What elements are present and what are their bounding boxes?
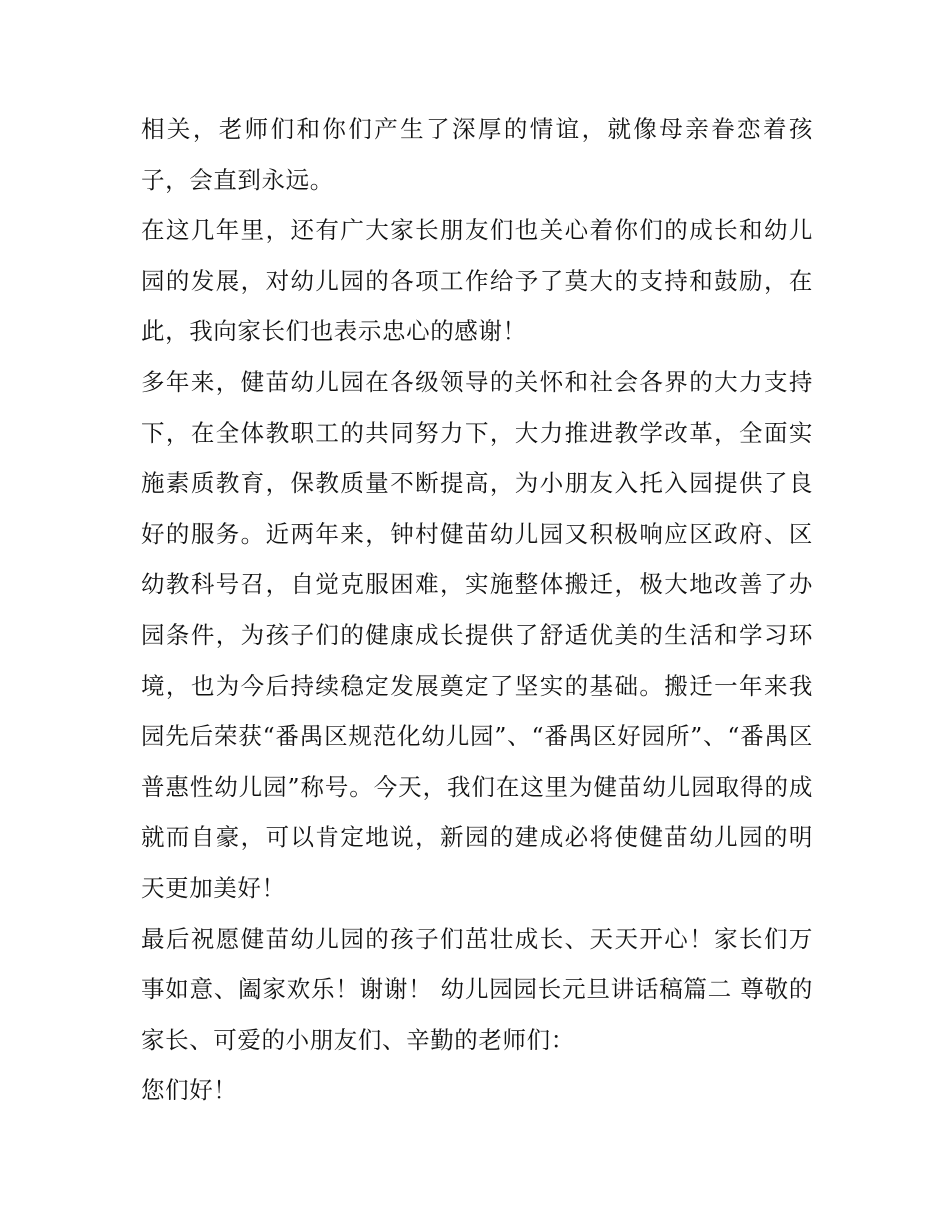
document-body xyxy=(141,104,813,1116)
paragraph-final-wishes: 最后祝愿健苗幼儿园的孩子们茁壮成长、天天开心！家长们万事如意、阖家欢乐！谢谢！ 幼儿园园长元旦讲话稿篇二 尊敬的家长、可爱的小朋友们、辛勤的老师们： xyxy=(141,924,813,1054)
paragraph-kindergarten-history: 多年来，健苗幼儿园在各级领导的关怀和社会各界的大力支持下，在全体教职工的共同努力下，大力推进教学改革，全面实施素质教育，保教质量不断提高，为小朋友入托入园提供了良好的服务。近两年来，钟村健苗幼儿园又积极响应区政府、区幼教科号召，自觉克服困难，实施整体搬迁，极大地改善了办园条件，为孩子们的健康成长提供了舒适优美的生活和学习环境，也为今后持续稳定发展奠定了坚实的基础。搬迁一年来我园先后荣获“番禺区规范化幼儿园”、“番禺区好园所”、“番禺区普惠性幼儿园”称号。今天，我们在这里为健苗幼儿园取得的成就而自豪，可以肯定地说，新园的建成必将使健苗幼儿园的明天更加美好！ xyxy=(141,367,813,902)
paragraph-closing-relationship: 相关，老师们和你们产生了深厚的情谊，就像母亲眷恋着孩子，会直到永远。 xyxy=(141,115,813,194)
paragraph-thanks-parents: 在这几年里，还有广大家长朋友们也关心着你们的成长和幼儿园的发展，对幼儿园的各项工作给予了莫大的支持和鼓励，在此，我向家长们也表示忠心的感谢！ xyxy=(141,216,813,346)
paragraph-greeting: 您们好！ xyxy=(141,1076,238,1105)
